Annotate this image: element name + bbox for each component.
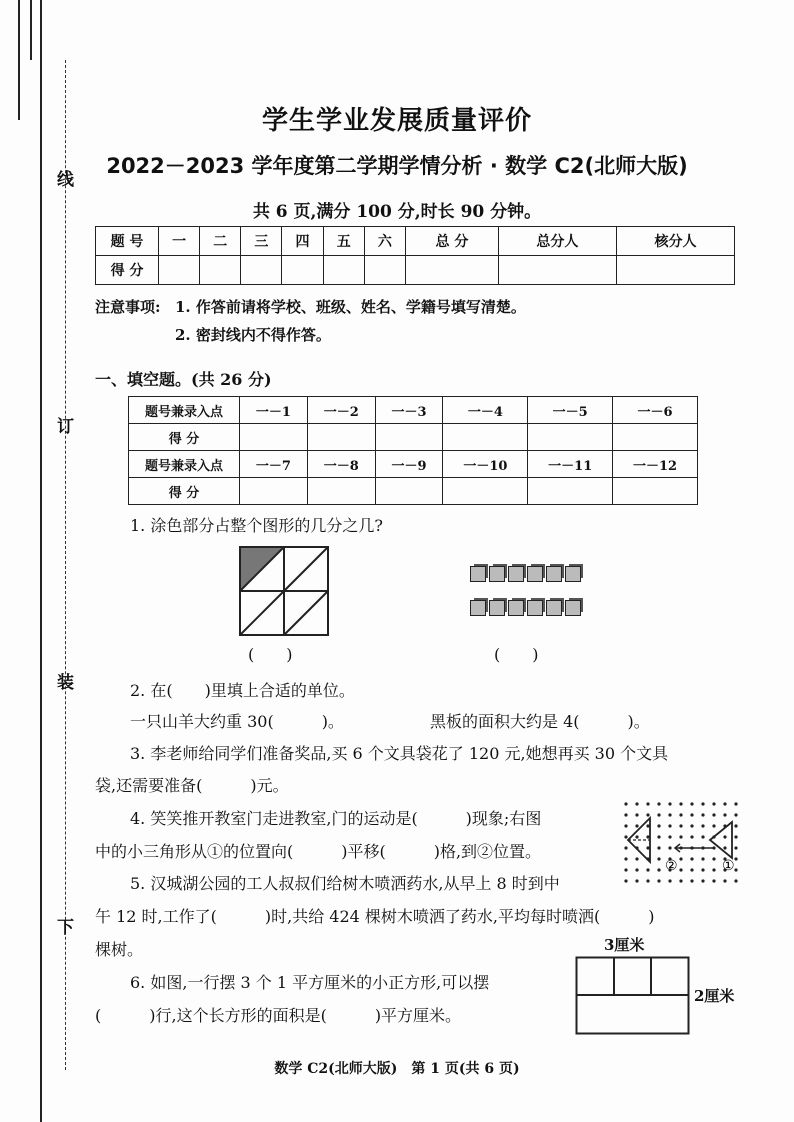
score-cell [323, 256, 364, 285]
entry-code: 一－6 [613, 397, 698, 424]
cube-icon [527, 600, 543, 616]
grid-dot [635, 868, 638, 871]
entry-score-label: 得 分 [129, 478, 240, 505]
score-cell [616, 256, 734, 285]
grid-dot [734, 868, 737, 871]
entry-table [128, 396, 698, 505]
grid-dot [668, 846, 671, 849]
score-header: 总分人 [498, 227, 616, 256]
score-cell [241, 256, 282, 285]
grid-dot [679, 824, 682, 827]
page-subtitle: 2022－2023 学年度第二学期学情分析 · 数学 C2(北师大版) [106, 154, 688, 178]
grid-dot [668, 802, 671, 805]
entry-score-label: 得 分 [129, 424, 240, 451]
entry-code: 一－3 [375, 397, 443, 424]
entry-code: 一－10 [443, 451, 528, 478]
grid-dot [734, 813, 737, 816]
grid-dot [690, 802, 693, 805]
question-5-line-2: 午 12 时,工作了( )时,共给 424 棵树木喷洒了药水,平均每时喷洒( ) [95, 907, 655, 926]
question-2: 2. 在( )里填上合适的单位。 [130, 681, 355, 700]
grid-dot [646, 868, 649, 871]
score-header: 四 [282, 227, 323, 256]
cube-icon [508, 566, 524, 582]
section-heading: 一、填空题。(共 26 分) [95, 370, 272, 389]
grid-dot [635, 813, 638, 816]
grid-dot [712, 879, 715, 882]
side-char-xian: 线 [57, 170, 74, 190]
question-4-line-2: 中的小三角形从①的位置向( )平移( )格,到②位置。 [95, 842, 542, 861]
cube-icon [546, 600, 562, 616]
grid-dot [646, 802, 649, 805]
question-6-line-2: ( )行,这个长方形的面积是( )平方厘米。 [95, 1006, 462, 1025]
entry-score-cell [307, 478, 375, 505]
exam-info: 共 6 页,满分 100 分,时长 90 分钟。 [252, 202, 542, 222]
cube-icon [470, 600, 486, 616]
score-cell [159, 256, 200, 285]
grid-dot [679, 813, 682, 816]
cube-icon [527, 566, 543, 582]
cube-icon [546, 566, 562, 582]
q1-answer-paren-2: ( ) [494, 645, 539, 664]
q4-dot-grid-figure [620, 800, 745, 888]
grid-dot [679, 857, 682, 860]
grid-dot [701, 868, 704, 871]
grid-dot [624, 868, 627, 871]
entry-score-cell [443, 424, 528, 451]
entry-score-cell [375, 424, 443, 451]
score-header: 五 [323, 227, 364, 256]
grid-dot [657, 879, 660, 882]
grid-dot [635, 879, 638, 882]
entry-code: 一－4 [443, 397, 528, 424]
grid-dot [668, 879, 671, 882]
grid-dot [734, 835, 737, 838]
grid-dot [679, 868, 682, 871]
grid-dot [701, 857, 704, 860]
grid-dot [734, 857, 737, 860]
score-cell [200, 256, 241, 285]
grid-dot [624, 813, 627, 816]
entry-score-cell [528, 478, 613, 505]
score-header: 核分人 [616, 227, 734, 256]
grid-dot [690, 868, 693, 871]
grid-dot [679, 835, 682, 838]
entry-code: 一－2 [307, 397, 375, 424]
cube-icon [565, 600, 581, 616]
grid-dot [734, 879, 737, 882]
grid-dot [723, 802, 726, 805]
grid-dot [734, 802, 737, 805]
grid-dot [624, 857, 627, 860]
score-table [95, 226, 735, 285]
entry-score-cell [443, 478, 528, 505]
question-4-line-1: 4. 笑笑推开教室门走进教室,门的运动是( )现象;右图 [130, 809, 542, 828]
entry-code: 一－1 [240, 397, 308, 424]
grid-dot [690, 824, 693, 827]
score-cell [498, 256, 616, 285]
entry-label: 题号兼录入点 [129, 397, 240, 424]
entry-score-cell [613, 478, 698, 505]
entry-label: 题号兼录入点 [129, 451, 240, 478]
cube-icon [565, 566, 581, 582]
grid-dot [701, 802, 704, 805]
binding-line-2 [30, 0, 32, 60]
grid-dot [723, 813, 726, 816]
grid-dot [635, 824, 638, 827]
score-cell [364, 256, 405, 285]
page-title: 学生学业发展质量评价 [261, 106, 532, 136]
side-char-xia: 下 [57, 918, 74, 938]
grid-dot [624, 802, 627, 805]
grid-dot [701, 879, 704, 882]
grid-dot [624, 835, 627, 838]
entry-score-cell [528, 424, 613, 451]
side-char-zhuang: 装 [57, 673, 74, 693]
score-cell [282, 256, 323, 285]
page-footer: 数学 C2(北师大版) 第 1 页(共 6 页) [274, 1061, 520, 1077]
grid-dot [657, 802, 660, 805]
entry-score-cell [240, 478, 308, 505]
grid-label-2: ② [665, 858, 678, 874]
entry-code: 一－11 [528, 451, 613, 478]
grid-dot [668, 813, 671, 816]
grid-dot [668, 835, 671, 838]
grid-dot [635, 857, 638, 860]
score-header: 二 [200, 227, 241, 256]
cube-icon [470, 566, 486, 582]
grid-dot [734, 824, 737, 827]
grid-dot [657, 824, 660, 827]
grid-dot [635, 802, 638, 805]
grid-dot [690, 813, 693, 816]
score-header: 六 [364, 227, 405, 256]
notes-label: 注意事项: [95, 298, 161, 316]
grid-dot [712, 824, 715, 827]
grid-dot [690, 835, 693, 838]
q1-cubes [470, 566, 610, 620]
q1-square-figure [238, 545, 330, 637]
grid-dot [734, 846, 737, 849]
side-char-ding: 订 [57, 417, 74, 437]
score-cell [405, 256, 498, 285]
grid-dot [635, 835, 638, 838]
grid-dot [701, 824, 704, 827]
question-3-line-1: 3. 李老师给同学们准备奖品,买 6 个文具袋花了 120 元,她想再买 30 个文具 [130, 744, 669, 763]
question-5-line-1: 5. 汉城湖公园的工人叔叔们给树木喷洒药水,从早上 8 时到中 [130, 874, 560, 893]
score-header: 总 分 [405, 227, 498, 256]
entry-code: 一－12 [613, 451, 698, 478]
cube-icon [489, 566, 505, 582]
question-2a: 一只山羊大约重 30( )。 [130, 712, 344, 731]
score-header: 题 号 [96, 227, 159, 256]
grid-dot [679, 802, 682, 805]
grid-dot [723, 835, 726, 838]
grid-dot [679, 879, 682, 882]
q1-answer-paren-1: ( ) [248, 645, 293, 664]
question-1: 1. 涂色部分占整个图形的几分之几? [130, 516, 383, 535]
grid-dot [712, 802, 715, 805]
grid-dot [657, 846, 660, 849]
question-3-line-2: 袋,还需要准备( )元。 [95, 776, 289, 795]
grid-dot [657, 835, 660, 838]
grid-dot [723, 879, 726, 882]
entry-code: 一－9 [375, 451, 443, 478]
grid-dot [624, 824, 627, 827]
note-item-1: 1. 作答前请将学校、班级、姓名、学籍号填写清楚。 [175, 298, 526, 316]
entry-code: 一－5 [528, 397, 613, 424]
entry-score-cell [240, 424, 308, 451]
score-header: 三 [241, 227, 282, 256]
grid-dot [690, 879, 693, 882]
grid-dot [712, 857, 715, 860]
cube-icon [489, 600, 505, 616]
grid-dot [646, 813, 649, 816]
entry-code: 一－7 [240, 451, 308, 478]
grid-dot [624, 879, 627, 882]
entry-score-cell [375, 478, 443, 505]
cube-icon [508, 600, 524, 616]
grid-dot [646, 879, 649, 882]
grid-dot [657, 813, 660, 816]
entry-code: 一－8 [307, 451, 375, 478]
entry-score-cell [613, 424, 698, 451]
score-row-label: 得 分 [96, 256, 159, 285]
q6-rectangle-figure [575, 956, 691, 1036]
grid-dot [701, 813, 704, 816]
grid-dot [690, 857, 693, 860]
grid-dot [657, 857, 660, 860]
grid-dot [712, 868, 715, 871]
grid-dot [657, 868, 660, 871]
grid-dot [668, 824, 671, 827]
question-2b: 黑板的面积大约是 4( )。 [430, 712, 650, 731]
q6-top-label: 3厘米 [604, 936, 645, 954]
q6-side-label: 2厘米 [694, 987, 735, 1005]
grid-dot [701, 835, 704, 838]
question-5-line-3: 棵树。 [95, 940, 144, 959]
question-6-line-1: 6. 如图,一行摆 3 个 1 平方厘米的小正方形,可以摆 [130, 973, 490, 992]
score-header: 一 [159, 227, 200, 256]
grid-label-1: ① [722, 858, 735, 874]
grid-dot [712, 813, 715, 816]
grid-dot [624, 846, 627, 849]
entry-score-cell [307, 424, 375, 451]
note-item-2: 2. 密封线内不得作答。 [175, 326, 331, 344]
grid-dot [723, 846, 726, 849]
